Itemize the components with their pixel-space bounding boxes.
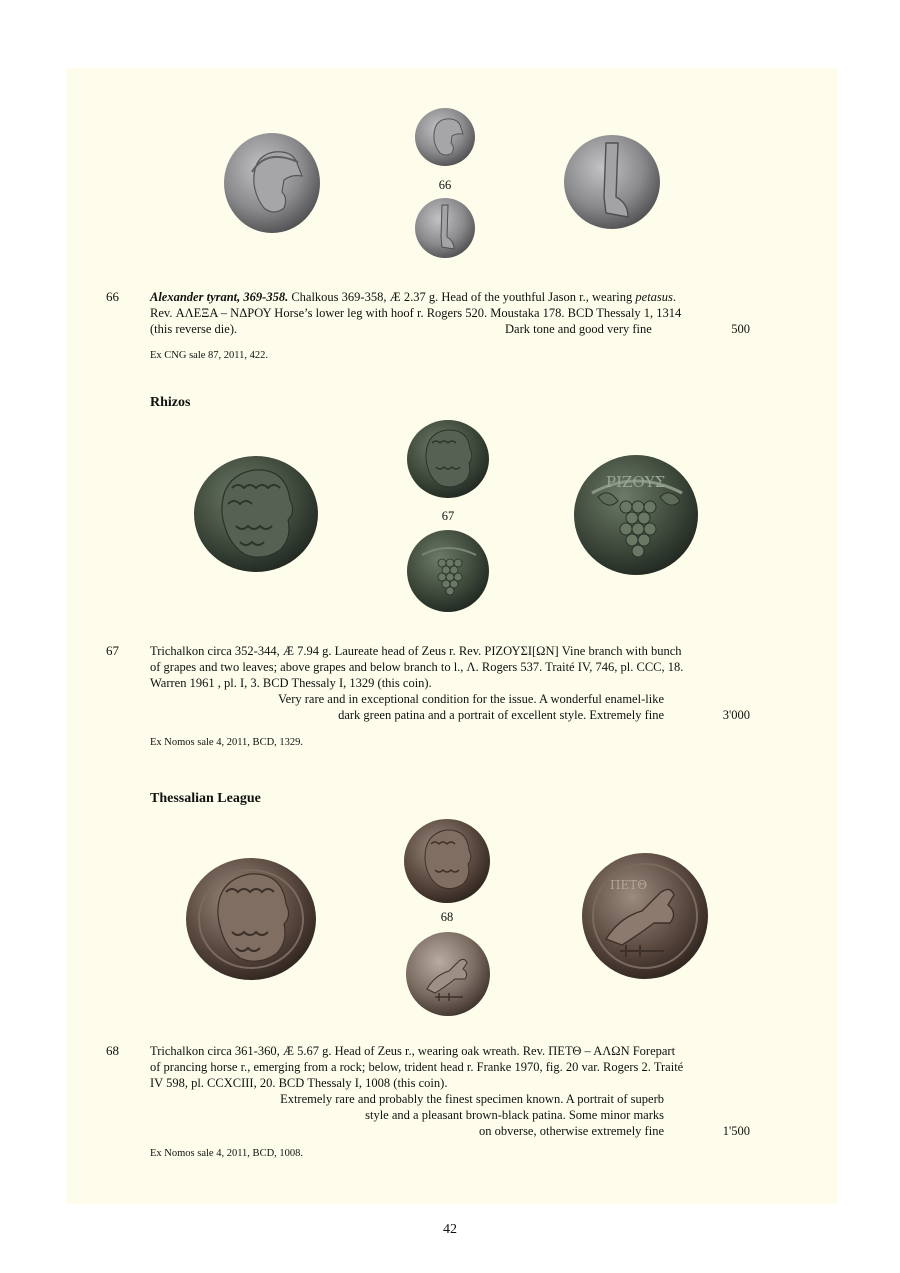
lot-67-provenance: Ex Nomos sale 4, 2011, BCD, 1329. [150, 737, 304, 748]
lot-68-condition-row [150, 1123, 750, 1139]
lot-67-coin-number: 67 [441, 509, 455, 523]
lot-68-line1: Trichalkon circa 361-360, Æ 5.67 g. Head of Zeus r., wearing oak wreath. Rev. ΠΕΤΘ – ΑΛΩΝ Forepart [150, 1044, 676, 1058]
lot-67-line2: of grapes and two leaves; above grapes and below branch to l., Λ. Rogers 537. Traité IV, 746, pl. CCC, 18. [150, 660, 684, 674]
page-number: 42 [443, 1222, 457, 1237]
lot-68-line3: IV 598, pl. CCXCIII, 20. BCD Thessaly I, 1008 (this coin). [150, 1076, 448, 1090]
lot-68-reverse-large [580, 851, 710, 981]
lot-68-condition-3: on obverse, otherwise extremely fine [478, 1124, 664, 1138]
lot-66-line1: Chalkous 369-358, Æ 2.37 g. Head of the youthful Jason r., wearing [288, 290, 636, 304]
lot-66-obverse-small [414, 107, 476, 167]
lot-66-reverse-large [562, 133, 662, 231]
lot-66-number: 66 [106, 289, 119, 304]
lot-67-condition-1: Very rare and in exceptional condition for the issue. A wonderful enamel-like [278, 692, 664, 706]
lot-66-line3 [150, 321, 750, 337]
lot-67-line3: Warren 1961 , pl. I, 3. BCD Thessaly I, 1329 (this coin). [150, 676, 432, 690]
lot-66-line2: Rev. ΑΛΕΞΑ – ΝΔΡΟΥ Horse’s lower leg with hoof r. Rogers 520. Moustaka 178. BCD Thessaly 1, 1314 [150, 306, 682, 320]
lot-66-provenance: Ex CNG sale 87, 2011, 422. [150, 350, 269, 361]
lot-66-petasus: petasus [635, 290, 673, 304]
lot-66-obverse-large [222, 132, 322, 234]
lot-67-number: 67 [106, 643, 119, 658]
section-heading-rhizos: Rhizos [150, 395, 191, 410]
lot-68-description [150, 1043, 750, 1139]
lot-67-description [150, 643, 750, 723]
lot-67-condition-2: dark green patina and a portrait of excellent style. Extremely fine [338, 708, 664, 722]
lot-68-obverse-large [184, 856, 318, 982]
lot-67-obverse-small [406, 419, 490, 499]
lot-68-obverse-small [403, 818, 491, 904]
lot-68-coin-legend: ΠΕΤΘ [610, 878, 648, 892]
lot-66-title: Alexander tyrant, 369-358. [150, 290, 289, 304]
lot-66-description [150, 289, 750, 337]
lot-68-provenance: Ex Nomos sale 4, 2011, BCD, 1008. [150, 1148, 304, 1159]
lot-66-line3-left: (this reverse die). [150, 322, 238, 336]
lot-67-obverse-large [192, 454, 320, 574]
lot-68-condition-2: style and a pleasant brown-black patina. Some minor marks [365, 1108, 664, 1122]
lot-68-line2: of prancing horse r., emerging from a rock; below, trident head r. Franke 1970, fig. 20 var. Rogers 2. Traité [150, 1060, 684, 1074]
lot-67-line1: Trichalkon circa 352-344, Æ 7.94 g. Laureate head of Zeus r. Rev. ΡΙΖΟΥΣΙ[ΩΝ] Vine branch with bunch [150, 644, 682, 658]
lot-66-reverse-small [414, 197, 476, 259]
lot-66-condition: Dark tone and good very fine [505, 322, 652, 336]
lot-68-number: 68 [106, 1043, 119, 1058]
lot-66-coin-number: 66 [438, 178, 452, 192]
lot-68-price: 1'500 [722, 1124, 750, 1138]
lot-68-condition-1: Extremely rare and probably the finest specimen known. A portrait of superb [280, 1092, 664, 1106]
lot-67-reverse-small [406, 529, 490, 613]
lot-67-price: 3'000 [722, 708, 750, 722]
lot-67-reverse-large [572, 453, 700, 577]
lot-68-coin-number: 68 [440, 910, 454, 924]
lot-66-price: 500 [731, 322, 750, 336]
lot-67-condition-row [150, 707, 750, 723]
lot-68-reverse-small [405, 931, 491, 1017]
lot-67-coin-legend: ΡΙΖΟΥΣ [606, 473, 666, 491]
section-heading-thessalian-league: Thessalian League [150, 791, 261, 806]
lot-66-line1-end: . [672, 290, 677, 304]
